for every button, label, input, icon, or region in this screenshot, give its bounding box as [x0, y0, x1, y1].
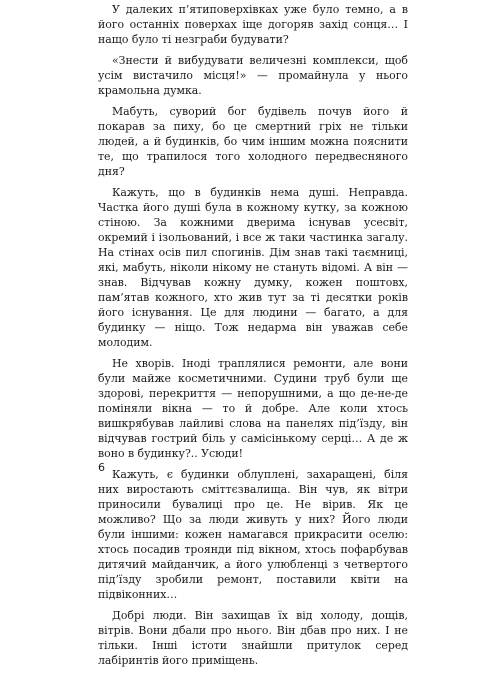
paragraph: Мабуть, суворий бог будівель почув його й покарав за пиху, бо це смертний гріх не тільки людей, а й будинків, бо чим іншим можна пояснити те, що трапилося того холодного передвесняного дня?: [98, 105, 408, 178]
body-text: [98, 2, 408, 674]
paragraph: Кажуть, є будинки облуплені, захаращені, біля них виростають сміттєзвалища. Він чув, як вітри приносили бувалиці про це. Не вірив. Як це можливо? Що за люди живуть у них? Його люди були іншими: кожен намагався прикрасити оселю: хтось посадив троянди під вікном, хтось пофарбував дитячий майданчик, а його улюбленці з четвертого під’їзду зробили ремонт, поставили квіти на підвіконних…: [98, 468, 408, 601]
page-number: 6: [98, 461, 105, 474]
paragraph: Кажуть, що в будинків нема душі. Неправда. Частка його душі була в кожному кутку, за кожною стіною. За кожними дверима існував усесвіт, окремий і ізольований, і все ж таки частинка загалу. На стінах осів пил спогинів. Дім знав такі таємниці, які, мабуть, ніколи нікому не стануть відомі. А він — знав. Відчував кожну думку, кожен поштовх, пам’ятав кожного, хто жив тут за ті десятки років його існування. Це для людини — багато, а для будинку — ніщо. Тож недарма він уважав себе молодим.: [98, 186, 408, 349]
paragraph: Не хворів. Іноді траплялися ремонти, але вони були майже косметичними. Судини труб були ще здорові, перекриття — непорушними, а що де-не-де поміняли вікна — то й добре. Але коли хтось вишкрябував лайливі слова на панелях під’їзду, він відчував гострий біль у самісінькому серці… А де ж воно в будинку?.. Усюди!: [98, 357, 408, 460]
paragraph: «Знести й вибудувати величезні комплекси, щоб усім вистачило місця!» — промайнула у нього крамольна думка.: [98, 54, 408, 97]
paragraph: Добрі люди. Він захищав їх від холоду, дощів, вітрів. Вони дбали про нього. Він дбав про них. І не тільки. Інші істоти знайшли притулок серед лабіринтів його приміщень.: [98, 609, 408, 667]
paragraph: У далеких п’ятиповерхівках уже було темно, а в його останніх поверхах іще догоряв захід сонця… І нащо було ті незграби будувати?: [98, 3, 408, 46]
